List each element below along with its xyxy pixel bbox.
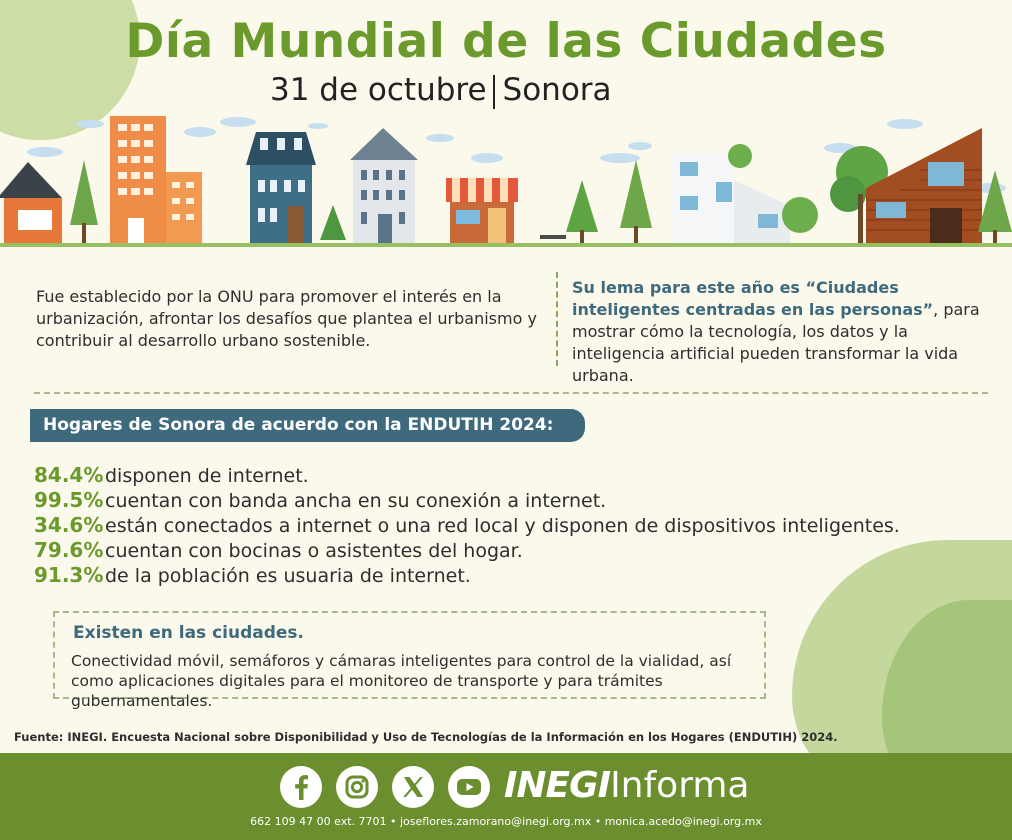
- stat-item: [34, 488, 900, 513]
- lema-bold: Su lema para este año es “Ciudades inteligentes centradas en las personas”: [572, 278, 934, 319]
- lema-text: [572, 277, 992, 387]
- cities-info-box: [53, 611, 766, 710]
- date-label: 31 de octubre: [270, 72, 487, 108]
- subtitle-divider: [493, 75, 495, 109]
- horizontal-divider: [34, 392, 988, 394]
- stat-value: 91.3%: [34, 563, 104, 587]
- facebook-icon[interactable]: [280, 766, 322, 808]
- stat-item: [34, 513, 900, 538]
- instagram-icon[interactable]: [336, 766, 378, 808]
- page-title: Día Mundial de las Ciudades: [125, 14, 887, 69]
- stat-text: cuentan con banda ancha en su conexión a internet.: [105, 490, 607, 512]
- stat-item: [34, 563, 900, 588]
- youtube-icon[interactable]: [448, 766, 490, 808]
- box-text: Conectividad móvil, semáforos y cámaras inteligentes para control de la vialidad, así como aplicaciones digitales para el monitoreo de transporte y para trámites gubernamentales.: [71, 652, 732, 710]
- intro-text: Fue establecido por la ONU para promover el interés en la urbanización, afrontar los desafíos que plantea el urbanismo y contribuir al desarrollo urbano sostenible.: [36, 287, 537, 350]
- stat-text: cuentan con bocinas o asistentes del hogar.: [105, 540, 523, 562]
- stat-item: [34, 538, 900, 563]
- city-illustration: [0, 110, 1012, 250]
- stat-value: 84.4%: [34, 463, 104, 487]
- inegi-informa-logo: [504, 765, 750, 806]
- stat-item: [34, 463, 900, 488]
- stats-heading: Hogares de Sonora de acuerdo con la ENDUTIH 2024:: [30, 409, 585, 442]
- footer-bar: [0, 753, 1012, 840]
- brand-bold: INEGI: [504, 765, 611, 806]
- lema-rest: , para mostrar cómo la tecnología, los datos y la inteligencia artificial pueden transformar la vida urbana.: [572, 300, 980, 385]
- x-icon[interactable]: [392, 766, 434, 808]
- stat-text: disponen de internet.: [105, 465, 309, 487]
- subtitle: [270, 72, 612, 109]
- contact-info: 662 109 47 00 ext. 7701 • joseflores.zamorano@inegi.org.mx • monica.acedo@inegi.org.mx: [250, 815, 762, 828]
- stat-value: 34.6%: [34, 513, 104, 537]
- stats-list: [34, 463, 900, 588]
- stat-text: de la población es usuaria de internet.: [105, 565, 471, 587]
- stat-text: están conectados a internet o una red local y disponen de dispositivos inteligentes.: [105, 515, 900, 537]
- brand-light: Informa: [610, 765, 750, 806]
- stat-value: 79.6%: [34, 538, 104, 562]
- source-note: Fuente: INEGI. Encuesta Nacional sobre Disponibilidad y Uso de Tecnologías de la Información en los Hogares (ENDUTIH) 2024.: [14, 730, 838, 744]
- box-title: Existen en las ciudades.: [73, 623, 305, 643]
- state-label: Sonora: [502, 72, 612, 108]
- stat-value: 99.5%: [34, 488, 104, 512]
- vertical-divider: [556, 272, 558, 366]
